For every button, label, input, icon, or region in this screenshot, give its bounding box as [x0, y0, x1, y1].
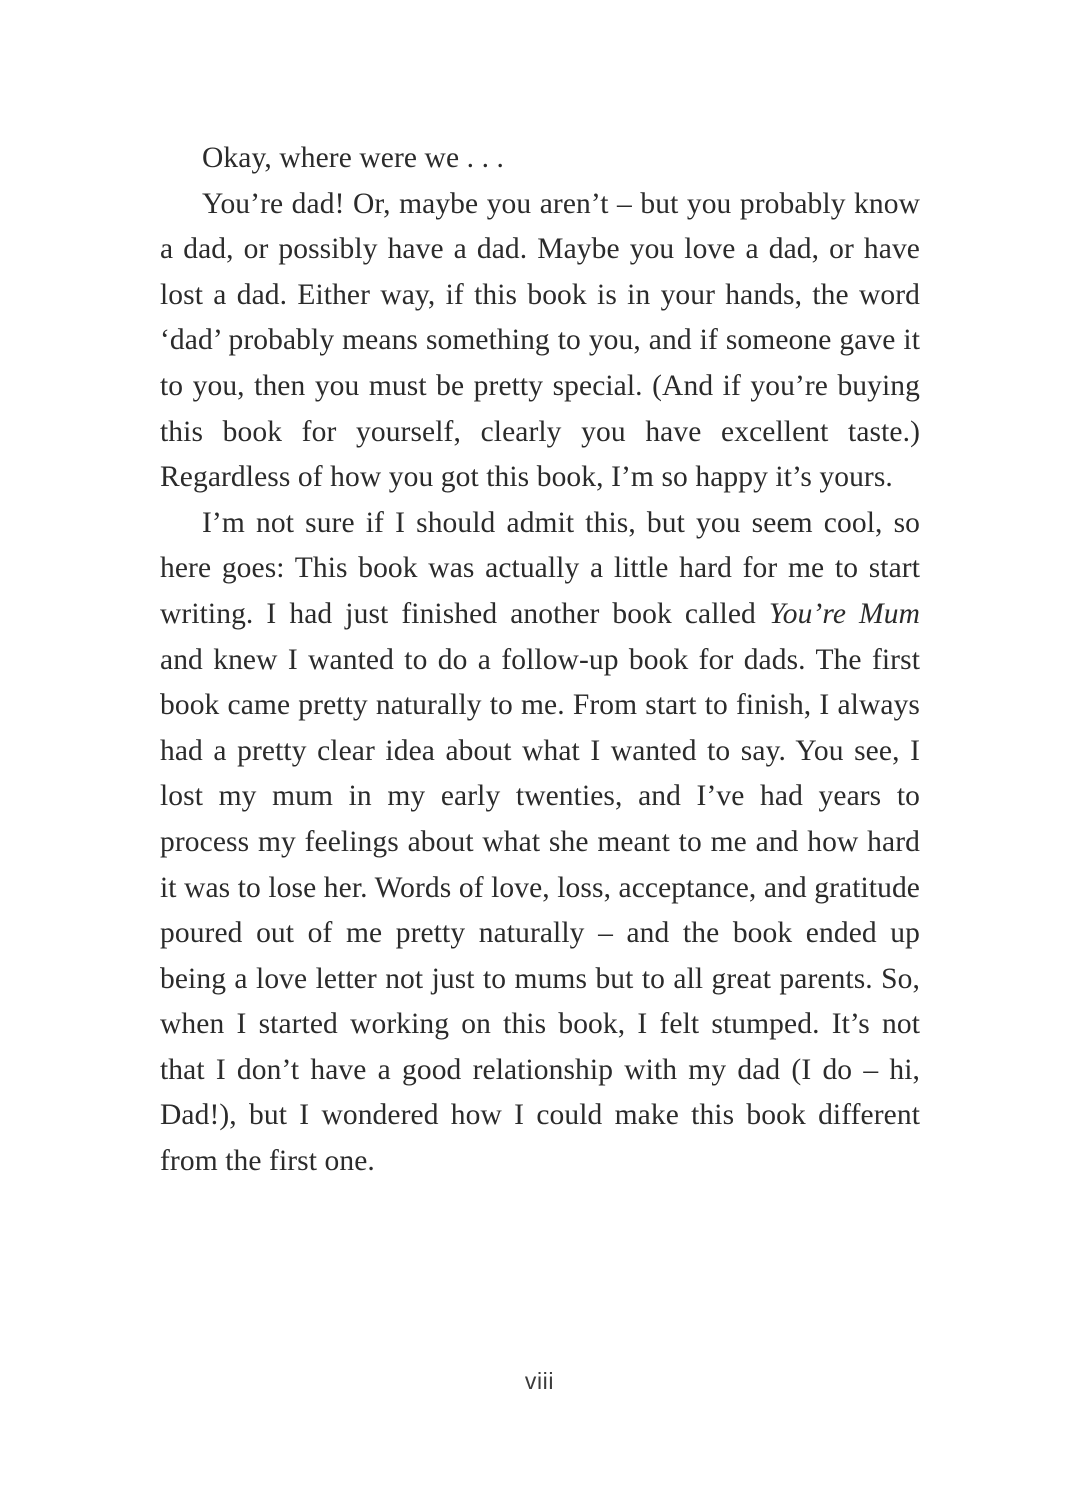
body-text-block — [160, 136, 920, 1185]
paragraph-3 — [160, 501, 920, 1185]
paragraph-1: Okay, where were we . . . — [202, 142, 505, 174]
page-number-folio: viii — [524, 1368, 555, 1394]
paragraph-2: You’re dad! Or, maybe you aren’t – but you probably know a dad, or possibly have a dad. Maybe you love a dad, or have lost a dad. Either way, if this book is in your hands, the word ‘dad’ probably means something to you, and if someone gave it to you, then you must be pretty special. (And if you’re buying this book for yourself, clearly you have excellent taste.) Regardless of how you got this book, I’m so happy it’s yours. — [160, 187, 920, 494]
paragraph-3-tail: and knew I wanted to do a follow-up book for dads. The first book came pretty naturally to me. From start to finish, I always had a pretty clear idea about what I wanted to say. You see, I lost my mum in my early twenties, and I’ve had years to process my feelings about what she meant to me and how hard it was to lose her. Words of love, loss, acceptance, and gratitude poured out of me pretty naturally – and the book ended up being a love letter not just to mums but to all great parents. So, when I started working on this book, I felt stumped. It’s not that I don’t have a good relationship with my dad (I do – hi, Dad!), but I wondered how I could make this book different from the first one. — [160, 643, 920, 1178]
paragraph-3-lead: I’m not sure if I should admit this, but you seem cool, so here goes: This book was actually a little hard for me to start writing. I had just finished another book called — [160, 506, 920, 630]
book-title-italic: You’re Mum — [768, 597, 920, 630]
